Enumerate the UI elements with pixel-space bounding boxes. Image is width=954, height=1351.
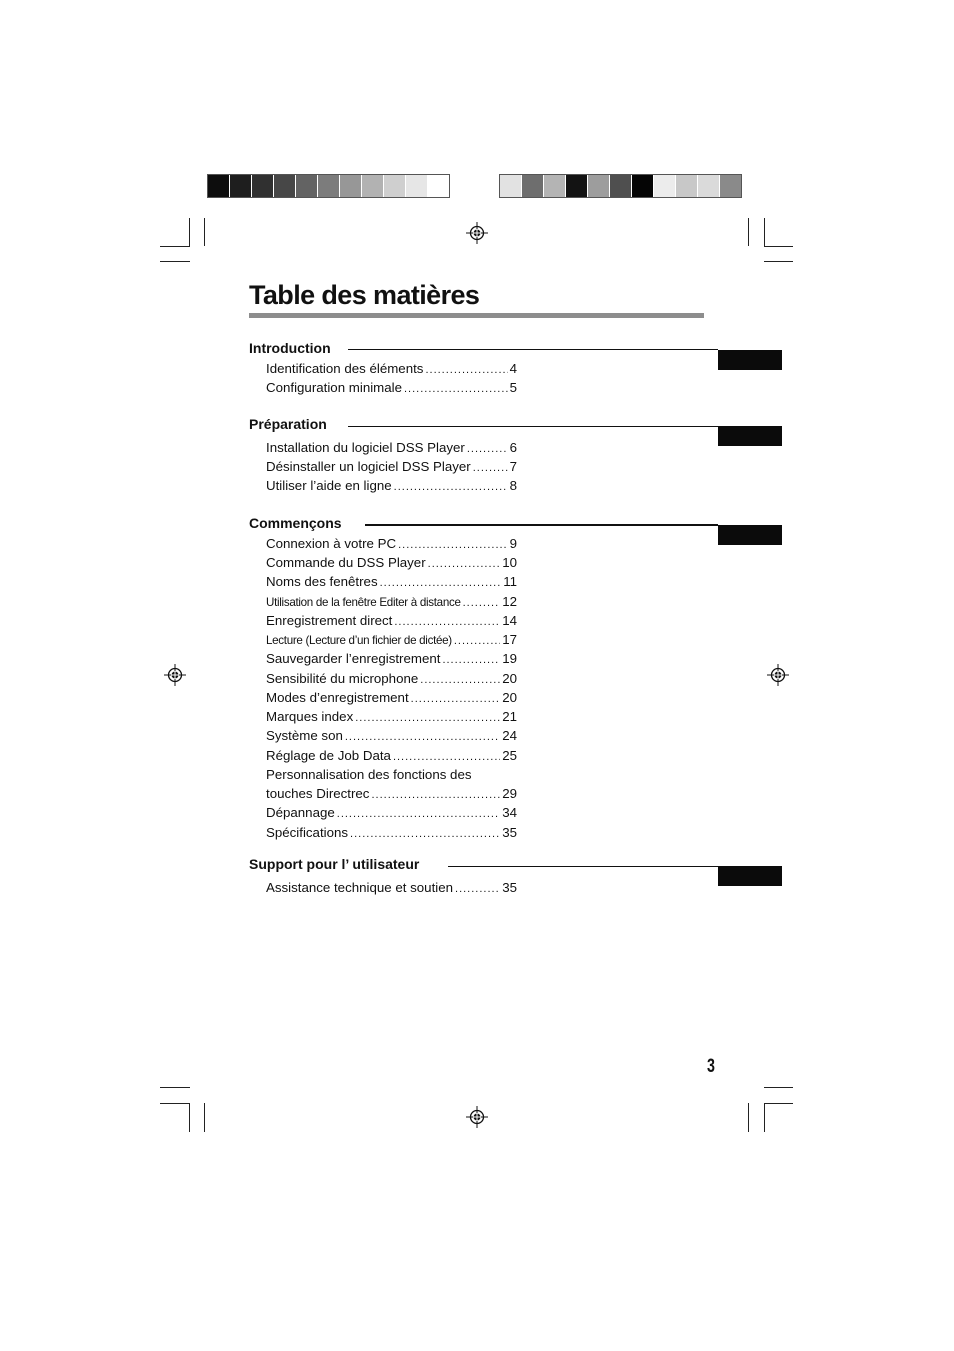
color-swatch xyxy=(340,175,361,197)
section-title: Support pour l’ utilisateur xyxy=(249,856,420,872)
toc-entry-page: 4 xyxy=(509,361,517,376)
toc-leader xyxy=(473,460,508,476)
toc-leader xyxy=(345,729,500,745)
toc-entry[interactable] xyxy=(266,805,517,822)
toc-entry-label: Sauvegarder l’enregistrement xyxy=(266,651,441,666)
color-swatch xyxy=(632,175,653,197)
toc-entry[interactable] xyxy=(266,536,517,553)
color-swatch xyxy=(274,175,295,197)
toc-entry-page: 29 xyxy=(502,786,517,801)
toc-entry-page: 5 xyxy=(509,380,517,395)
section-tab xyxy=(718,525,782,545)
section-rule xyxy=(348,349,718,350)
section-rule xyxy=(448,866,718,867)
toc-entry-label[interactable]: Personnalisation des fonctions des xyxy=(266,767,472,782)
toc-entry-page: 34 xyxy=(502,805,517,820)
toc-leader xyxy=(454,633,500,649)
toc-entry-page: 8 xyxy=(509,478,517,493)
toc-entry-label: Utiliser l’aide en ligne xyxy=(266,478,392,493)
toc-leader xyxy=(398,537,508,553)
toc-leader xyxy=(420,672,500,688)
section-tab xyxy=(718,866,782,886)
toc-leader xyxy=(428,556,501,572)
section-tab xyxy=(718,426,782,446)
toc-leader xyxy=(411,691,501,707)
page-number: 3 xyxy=(707,1056,715,1077)
registration-mark-icon xyxy=(466,222,488,244)
toc-entry-page: 20 xyxy=(502,671,517,686)
toc-entry-page: 12 xyxy=(502,594,517,609)
toc-entry-label: Lecture (Lecture d’un fichier de dictée) xyxy=(266,634,452,647)
toc-entry-label: Dépannage xyxy=(266,805,335,820)
toc-entry[interactable] xyxy=(266,440,517,457)
color-swatch xyxy=(406,175,427,197)
color-swatch xyxy=(654,175,675,197)
toc-entry-page: 20 xyxy=(502,690,517,705)
toc-leader xyxy=(394,614,500,630)
color-swatch xyxy=(230,175,251,197)
color-swatch xyxy=(252,175,273,197)
toc-entry[interactable] xyxy=(266,380,517,397)
toc-entry[interactable] xyxy=(266,478,517,495)
color-swatch xyxy=(208,175,229,197)
toc-leader xyxy=(442,652,500,668)
toc-entry-label: Installation du logiciel DSS Player xyxy=(266,440,465,455)
toc-entry-page: 14 xyxy=(502,613,517,628)
toc-entry-page: 6 xyxy=(509,440,517,455)
toc-entry-label: Connexion à votre PC xyxy=(266,536,397,551)
color-swatch xyxy=(698,175,719,197)
toc-entry-page: 9 xyxy=(509,536,517,551)
toc-entry[interactable] xyxy=(266,709,517,726)
section-title: Commençons xyxy=(249,515,342,531)
color-swatch xyxy=(384,175,405,197)
toc-entry-label: Sensibilité du microphone xyxy=(266,671,419,686)
color-swatch xyxy=(544,175,565,197)
toc-entry[interactable] xyxy=(266,574,517,591)
page-title: Table des matières xyxy=(249,280,480,310)
toc-entry[interactable] xyxy=(266,613,517,630)
color-strip-left xyxy=(207,174,450,198)
section-rule xyxy=(365,524,718,526)
registration-mark-icon xyxy=(466,1106,488,1128)
toc-leader xyxy=(394,479,508,495)
toc-entry-label: Commande du DSS Player xyxy=(266,555,426,570)
toc-leader xyxy=(393,749,500,765)
toc-entry[interactable] xyxy=(266,651,517,668)
toc-entry-page: 11 xyxy=(503,574,517,589)
toc-leader xyxy=(350,826,500,842)
color-swatch xyxy=(428,175,449,197)
toc-entry[interactable] xyxy=(266,632,517,649)
toc-entry[interactable] xyxy=(266,748,517,765)
toc-entry-label: touches Directrec xyxy=(266,786,370,801)
toc-entry[interactable] xyxy=(266,728,517,745)
toc-entry-page: 10 xyxy=(502,555,517,570)
registration-mark-icon xyxy=(767,664,789,686)
color-swatch xyxy=(362,175,383,197)
title-underline xyxy=(249,313,704,318)
toc-leader xyxy=(355,710,500,726)
toc-leader xyxy=(455,881,500,897)
color-swatch xyxy=(588,175,609,197)
toc-entry-page: 35 xyxy=(502,880,517,895)
toc-entry[interactable] xyxy=(266,786,517,803)
toc-entry[interactable] xyxy=(266,671,517,688)
toc-entry-page: 24 xyxy=(502,728,517,743)
toc-entry-label: Désinstaller un logiciel DSS Player xyxy=(266,459,471,474)
toc-entry-label: Spécifications xyxy=(266,825,349,840)
color-swatch xyxy=(500,175,521,197)
toc-entry[interactable] xyxy=(266,555,517,572)
toc-entry-label: Marques index xyxy=(266,709,354,724)
toc-entry-label: Réglage de Job Data xyxy=(266,748,391,763)
toc-leader xyxy=(371,787,500,803)
toc-entry-label: Noms des fenêtres xyxy=(266,574,378,589)
toc-entry-label: Système son xyxy=(266,728,343,743)
color-swatch xyxy=(610,175,631,197)
section-title: Préparation xyxy=(249,416,327,432)
toc-leader xyxy=(463,595,501,611)
toc-leader xyxy=(380,575,502,591)
color-swatch xyxy=(720,175,741,197)
color-swatch xyxy=(318,175,339,197)
toc-entry[interactable] xyxy=(266,594,517,611)
section-rule xyxy=(348,426,718,427)
color-swatch xyxy=(566,175,587,197)
toc-entry-page: 21 xyxy=(502,709,517,724)
toc-leader xyxy=(467,441,508,457)
toc-entry-label: Identification des éléments xyxy=(266,361,424,376)
toc-entry-page: 19 xyxy=(502,651,517,666)
toc-entry[interactable] xyxy=(266,825,517,842)
toc-entry[interactable] xyxy=(266,361,517,378)
color-swatch xyxy=(676,175,697,197)
toc-entry[interactable] xyxy=(266,459,517,476)
toc-leader xyxy=(425,362,507,378)
toc-entry[interactable] xyxy=(266,880,517,897)
toc-entry[interactable] xyxy=(266,690,517,707)
toc-entry-page: 25 xyxy=(502,748,517,763)
toc-entry-page: 35 xyxy=(502,825,517,840)
toc-entry-label: Modes d’enregistrement xyxy=(266,690,409,705)
section-tab xyxy=(718,350,782,370)
color-swatch xyxy=(522,175,543,197)
toc-entry-label: Enregistrement direct xyxy=(266,613,393,628)
registration-mark-icon xyxy=(164,664,186,686)
toc-leader xyxy=(337,806,500,822)
section-title: Introduction xyxy=(249,340,331,356)
toc-entry-label: Utilisation de la fenêtre Editer à distance xyxy=(266,596,461,609)
toc-entry-page: 7 xyxy=(509,459,517,474)
color-swatch xyxy=(296,175,317,197)
toc-leader xyxy=(404,381,508,397)
toc-entry-label: Configuration minimale xyxy=(266,380,402,395)
color-strip-right xyxy=(499,174,742,198)
toc-entry-label: Assistance technique et soutien xyxy=(266,880,454,895)
toc-entry-page: 17 xyxy=(502,632,517,647)
